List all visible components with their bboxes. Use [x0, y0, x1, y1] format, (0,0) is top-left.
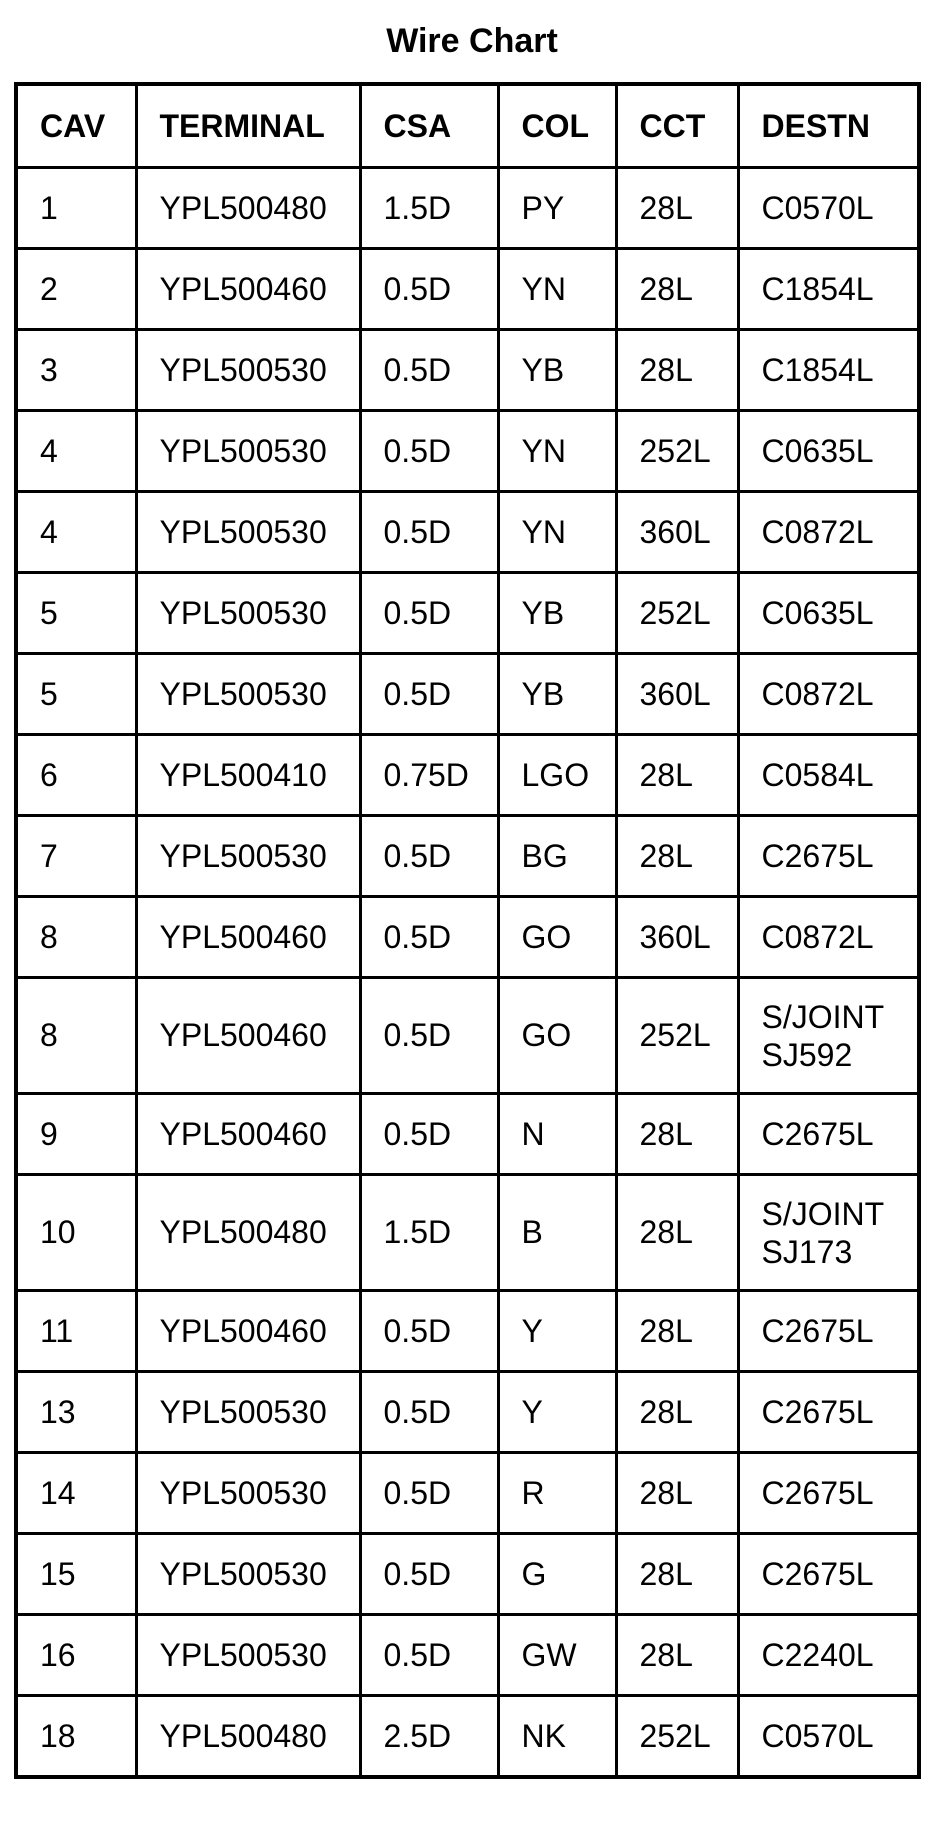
table-header-row — [16, 84, 919, 168]
cell-cav: 4 — [16, 411, 136, 492]
cell-terminal: YPL500480 — [136, 1175, 360, 1291]
cell-destn: C0570L — [738, 168, 919, 249]
cell-cct: 28L — [616, 1175, 738, 1291]
cell-col: YN — [498, 249, 616, 330]
cell-csa: 0.5D — [360, 492, 498, 573]
cell-cct: 28L — [616, 1615, 738, 1696]
cell-terminal: YPL500530 — [136, 1615, 360, 1696]
cell-cct: 360L — [616, 897, 738, 978]
cell-col: GW — [498, 1615, 616, 1696]
cell-terminal: YPL500530 — [136, 654, 360, 735]
cell-col: Y — [498, 1291, 616, 1372]
cell-col: Y — [498, 1372, 616, 1453]
cell-cav: 2 — [16, 249, 136, 330]
cell-cav: 8 — [16, 897, 136, 978]
table-row — [16, 1615, 919, 1696]
table-row — [16, 1094, 919, 1175]
cell-terminal: YPL500480 — [136, 168, 360, 249]
cell-terminal: YPL500460 — [136, 897, 360, 978]
cell-cct: 360L — [616, 492, 738, 573]
cell-csa: 0.5D — [360, 1615, 498, 1696]
table-row — [16, 1291, 919, 1372]
cell-cav: 7 — [16, 816, 136, 897]
cell-destn: C0584L — [738, 735, 919, 816]
column-header-cct: CCT — [616, 84, 738, 168]
table-row — [16, 1372, 919, 1453]
cell-cct: 28L — [616, 168, 738, 249]
cell-cct: 28L — [616, 1534, 738, 1615]
cell-cct: 28L — [616, 1094, 738, 1175]
cell-cav: 8 — [16, 978, 136, 1094]
cell-col: N — [498, 1094, 616, 1175]
cell-cav: 1 — [16, 168, 136, 249]
cell-destn: C2675L — [738, 1534, 919, 1615]
cell-destn: C2675L — [738, 1094, 919, 1175]
column-header-cav: CAV — [16, 84, 136, 168]
cell-terminal: YPL500530 — [136, 573, 360, 654]
cell-cav: 11 — [16, 1291, 136, 1372]
cell-terminal: YPL500530 — [136, 330, 360, 411]
cell-col: BG — [498, 816, 616, 897]
page-title: Wire Chart — [386, 22, 558, 60]
cell-csa: 0.5D — [360, 816, 498, 897]
cell-terminal: YPL500530 — [136, 1372, 360, 1453]
table-row — [16, 1175, 919, 1291]
cell-csa: 0.5D — [360, 1291, 498, 1372]
cell-cct: 28L — [616, 1372, 738, 1453]
cell-destn: C0872L — [738, 897, 919, 978]
cell-cct: 28L — [616, 1291, 738, 1372]
cell-terminal: YPL500530 — [136, 492, 360, 573]
cell-destn: C0872L — [738, 492, 919, 573]
cell-cav: 14 — [16, 1453, 136, 1534]
cell-destn: C2240L — [738, 1615, 919, 1696]
column-header-csa: CSA — [360, 84, 498, 168]
cell-csa: 0.5D — [360, 411, 498, 492]
cell-cct: 252L — [616, 978, 738, 1094]
cell-col: GO — [498, 978, 616, 1094]
cell-csa: 2.5D — [360, 1696, 498, 1778]
cell-cct: 28L — [616, 1453, 738, 1534]
cell-col: YB — [498, 573, 616, 654]
wire-chart-table — [14, 82, 921, 1779]
cell-cct: 28L — [616, 330, 738, 411]
table-row — [16, 573, 919, 654]
cell-terminal: YPL500460 — [136, 1094, 360, 1175]
cell-csa: 0.5D — [360, 1372, 498, 1453]
cell-cav: 16 — [16, 1615, 136, 1696]
cell-cav: 3 — [16, 330, 136, 411]
cell-destn: C0872L — [738, 654, 919, 735]
cell-col: NK — [498, 1696, 616, 1778]
cell-cav: 5 — [16, 573, 136, 654]
cell-col: G — [498, 1534, 616, 1615]
cell-terminal: YPL500530 — [136, 816, 360, 897]
cell-col: YN — [498, 411, 616, 492]
cell-cav: 9 — [16, 1094, 136, 1175]
cell-csa: 0.5D — [360, 654, 498, 735]
table-row — [16, 492, 919, 573]
cell-cct: 360L — [616, 654, 738, 735]
cell-destn: C2675L — [738, 1372, 919, 1453]
cell-csa: 0.5D — [360, 1094, 498, 1175]
cell-destn: C0635L — [738, 573, 919, 654]
cell-destn: C2675L — [738, 1291, 919, 1372]
cell-terminal: YPL500530 — [136, 1453, 360, 1534]
cell-cav: 5 — [16, 654, 136, 735]
cell-col: GO — [498, 897, 616, 978]
cell-cct: 28L — [616, 735, 738, 816]
table-row — [16, 1534, 919, 1615]
cell-col: R — [498, 1453, 616, 1534]
table-row — [16, 1453, 919, 1534]
table-row — [16, 411, 919, 492]
cell-terminal: YPL500460 — [136, 249, 360, 330]
column-header-col: COL — [498, 84, 616, 168]
table-row — [16, 978, 919, 1094]
cell-col: B — [498, 1175, 616, 1291]
cell-csa: 0.5D — [360, 330, 498, 411]
cell-terminal: YPL500530 — [136, 1534, 360, 1615]
table-row — [16, 735, 919, 816]
cell-terminal: YPL500530 — [136, 411, 360, 492]
cell-col: LGO — [498, 735, 616, 816]
cell-cct: 252L — [616, 411, 738, 492]
column-header-terminal: TERMINAL — [136, 84, 360, 168]
cell-cav: 10 — [16, 1175, 136, 1291]
cell-csa: 0.5D — [360, 897, 498, 978]
column-header-destn: DESTN — [738, 84, 919, 168]
table-row — [16, 897, 919, 978]
cell-col: YB — [498, 330, 616, 411]
cell-cav: 18 — [16, 1696, 136, 1778]
cell-terminal: YPL500460 — [136, 1291, 360, 1372]
cell-col: YN — [498, 492, 616, 573]
cell-csa: 0.75D — [360, 735, 498, 816]
cell-destn: C2675L — [738, 1453, 919, 1534]
cell-destn: C2675L — [738, 816, 919, 897]
cell-destn: C0635L — [738, 411, 919, 492]
cell-cct: 28L — [616, 249, 738, 330]
cell-cav: 13 — [16, 1372, 136, 1453]
table-row — [16, 330, 919, 411]
cell-csa: 0.5D — [360, 978, 498, 1094]
cell-csa: 0.5D — [360, 1534, 498, 1615]
table-row — [16, 1696, 919, 1778]
cell-csa: 0.5D — [360, 1453, 498, 1534]
cell-terminal: YPL500410 — [136, 735, 360, 816]
cell-destn: S/JOINT SJ592 — [738, 978, 919, 1094]
cell-csa: 0.5D — [360, 573, 498, 654]
cell-csa: 1.5D — [360, 1175, 498, 1291]
cell-col: YB — [498, 654, 616, 735]
table-row — [16, 249, 919, 330]
cell-cav: 6 — [16, 735, 136, 816]
cell-destn: C1854L — [738, 249, 919, 330]
table-row — [16, 816, 919, 897]
cell-csa: 0.5D — [360, 249, 498, 330]
cell-cav: 4 — [16, 492, 136, 573]
cell-cct: 252L — [616, 573, 738, 654]
table-row — [16, 654, 919, 735]
cell-col: PY — [498, 168, 616, 249]
cell-csa: 1.5D — [360, 168, 498, 249]
cell-destn: C0570L — [738, 1696, 919, 1778]
table-body — [16, 168, 919, 1778]
cell-cav: 15 — [16, 1534, 136, 1615]
cell-terminal: YPL500460 — [136, 978, 360, 1094]
cell-terminal: YPL500480 — [136, 1696, 360, 1778]
cell-cct: 28L — [616, 816, 738, 897]
cell-destn: S/JOINT SJ173 — [738, 1175, 919, 1291]
cell-cct: 252L — [616, 1696, 738, 1778]
table-row — [16, 168, 919, 249]
cell-destn: C1854L — [738, 330, 919, 411]
